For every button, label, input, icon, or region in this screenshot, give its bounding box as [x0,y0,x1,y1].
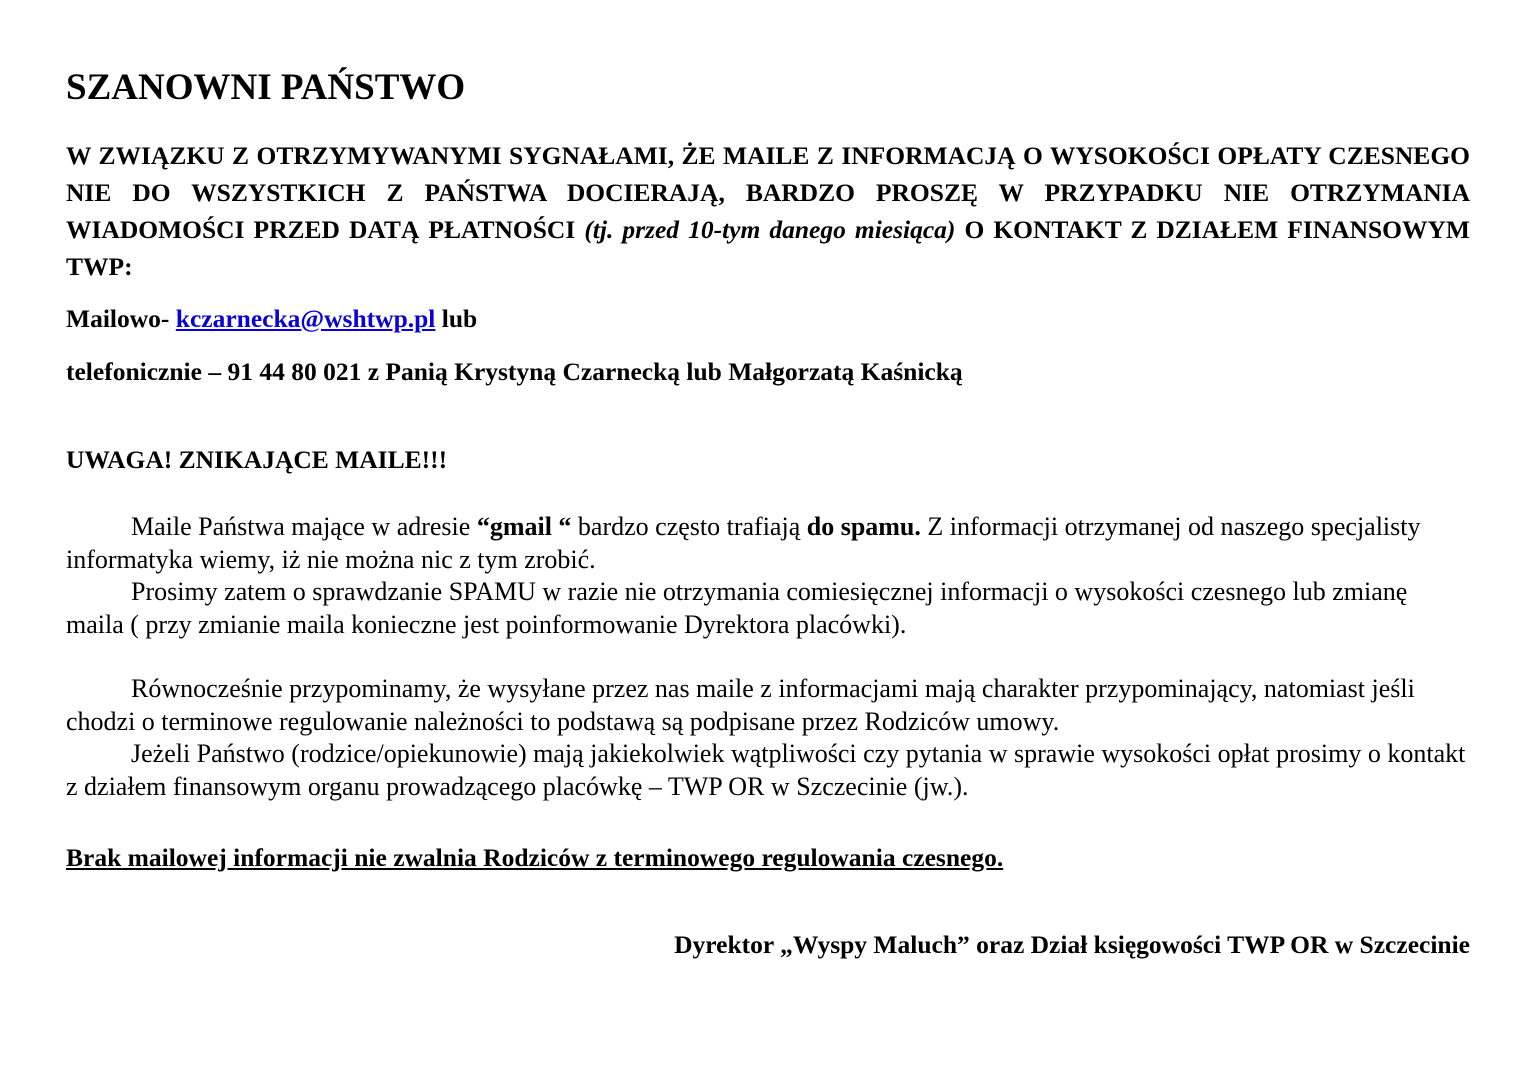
email-suffix: lub [441,304,478,333]
p1-text-b: bardzo często trafiają [577,512,801,541]
spam-highlight: do spamu. [806,512,921,541]
p1-text-a: Maile Państwa mające w adresie [131,512,471,541]
email-prefix: Mailowo- [66,304,170,333]
intro-end-text: O KONTAKT Z DZIAŁEM FINANSOWYM TWP: [66,215,1471,281]
email-contact-line [66,303,1470,335]
gmail-highlight: “gmail “ [476,512,572,541]
reminder-info-block [66,673,1470,803]
intro-main-text: W ZWIĄZKU Z OTRZYMYWANYMI SYGNAŁAMI, ŻE MAILE Z INFORMACJĄ O WYSOKOŚCI OPŁATY CZESNEGO NIE DO WSZYSTKICH Z PAŃSTWA DOCIERAJĄ, BARDZO PROSZĘ W PRZYPADKU NIE OTRZYMANIA WIADOMOŚCI PRZED DATĄ PŁATNOŚCI [66,141,1470,244]
phone-contact-line: telefonicznie – 91 44 80 021 z Panią Krystyną Czarnecką lub Małgorzatą Kaśnicką [66,357,963,386]
signature: Dyrektor „Wyspy Maluch” oraz Dział księgowości TWP OR w Szczecinie [674,930,1470,959]
closing-statement: Brak mailowej informacji nie zwalnia Rodziców z terminowego regulowania czesnego. [66,843,1004,872]
check-spam-paragraph: Prosimy zatem o sprawdzanie SPAMU w razie nie otrzymania comiesięcznej informacji o wysokości czesnego lub zmianę maila ( przy zmianie maila konieczne jest poinformowanie Dyrektora placówki). [66,577,1408,639]
intro-date-note: (tj. przed 10-tym danego miesiąca) [584,215,956,244]
spam-paragraph [66,511,1470,576]
intro-paragraph [66,137,1470,285]
p1-text-c: Z informacji otrzymanej od naszego specjalisty informatyka wiemy, iż nie można nic z tym zrobić. [66,512,1421,574]
reminder-paragraph: Równocześnie przypominamy, że wysyłane przez nas maile z informacjami mają charakter przypominający, natomiast jeśli chodzi o terminowe regulowanie należności to podstawą są podpisane przez Rodziców umowy. [66,674,1415,736]
page-title: SZANOWNI PAŃSTWO [66,67,466,108]
spam-info-block [66,511,1470,641]
questions-paragraph: Jeżeli Państwo (rodzice/opiekunowie) mają jakiekolwiek wątpliwości czy pytania w sprawie wysokości opłat prosimy o kontakt z działem finansowym organu prowadzącego placówkę – TWP OR w Szczecinie (jw.). [66,739,1466,801]
document-page [66,66,1470,961]
warning-heading: UWAGA! ZNIKAJĄCE MAILE!!! [66,445,448,474]
email-link[interactable]: kczarnecka@wshtwp.pl [175,304,436,333]
